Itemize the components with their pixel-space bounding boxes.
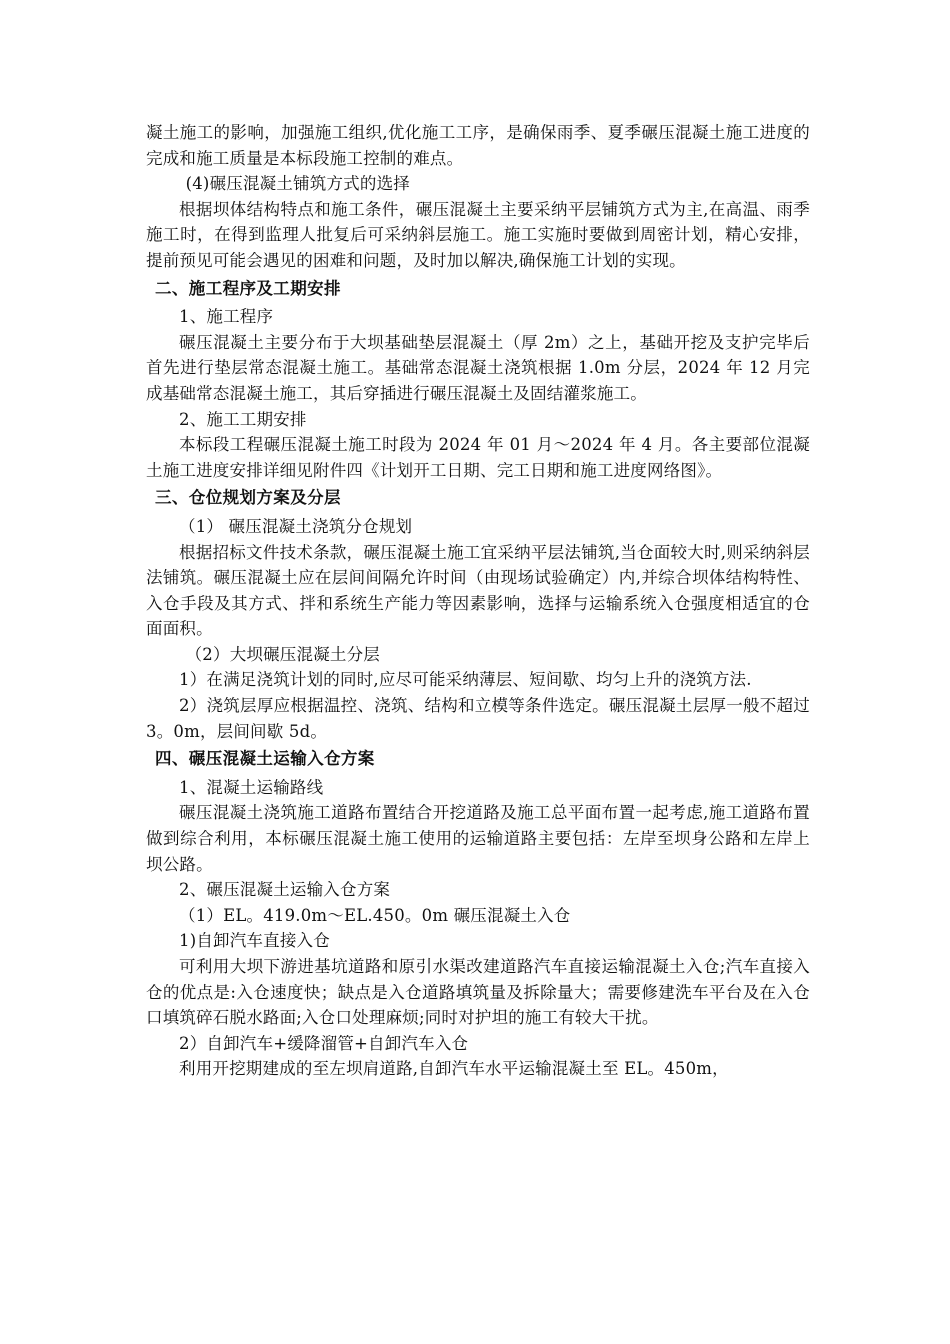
subsection-title: 1、施工程序 — [179, 307, 274, 327]
paragraph: 碾压混凝土主要分布于大坝基础垫层混凝土（厚 2m）之上，基础开挖及支护完毕后首先进行垫层常态混凝土施工。基础常态混凝土浇筑根据 1.0m 分层，2024 年 12 月完成基础常态混凝土施工，其后穿插进行碾压混凝土及固结灌浆施工。 — [146, 332, 810, 403]
section-heading: 二、施工程序及工期安排 — [155, 278, 341, 298]
paragraph: 利用开挖期建成的至左坝肩道路,自卸汽车水平运输混凝土至 EL。450m， — [179, 1059, 729, 1079]
paragraph: 1）在满足浇筑计划的同时,应尽可能采纳薄层、短间歇、均匀上升的浇筑方法. — [179, 670, 752, 690]
paragraph: 根据坝体结构特点和施工条件，碾压混凝土主要采纳平层铺筑方式为主,在高温、雨季施工时，在得到监理人批复后可采纳斜层施工。施工实施时要做到周密计划，精心安排，提前预见可能会遇见的困难和问题，及时加以解决,确保施工计划的实现。 — [146, 199, 810, 270]
section-heading: 三、仓位规划方案及分层 — [155, 488, 341, 508]
document-body — [146, 120, 810, 1082]
subsection-title: （2）大坝碾压混凝土分层 — [185, 644, 380, 664]
paragraph: 碾压混凝土浇筑施工道路布置结合开挖道路及施工总平面布置一起考虑,施工道路布置做到综合利用，本标碾压混凝土施工使用的运输道路主要包括：左岸至坝身公路和左岸上坝公路。 — [146, 803, 810, 874]
subsection-title: 1、混凝土运输路线 — [179, 777, 324, 797]
paragraph: 根据招标文件技术条款，碾压混凝土施工宜采纳平层法铺筑,当仓面较大时,则采纳斜层法铺筑。碾压混凝土应在层间间隔允许时间（由现场试验确定）内,并综合坝体结构特性、入仓手段及其方式、拌和系统生产能力等因素影响，选择与运输系统入仓强度相适宜的仓面面积。 — [146, 542, 810, 639]
subsection-title: 2、施工工期安排 — [179, 409, 307, 429]
paragraph: 本标段工程碾压混凝土施工时段为 2024 年 01 月～2024 年 4 月。各主要部位混凝土施工进度安排详细见附件四《计划开工日期、完工日期和施工进度网络图》。 — [146, 435, 810, 480]
subsection-title: 2）自卸汽车+缓降溜管+自卸汽车入仓 — [179, 1033, 469, 1053]
subsection-title: （1） 碾压混凝土浇筑分仓规划 — [179, 516, 413, 536]
subsection-title: (4)碾压混凝土铺筑方式的选择 — [185, 174, 410, 194]
paragraph: 2）浇筑层厚应根据温控、浇筑、结构和立模等条件选定。碾压混凝土层厚一般不超过 3。0m，层间间歇 5d。 — [146, 696, 810, 741]
paragraph: 可利用大坝下游进基坑道路和原引水渠改建道路汽车直接运输混凝土入仓;汽车直接入仓的优点是:入仓速度快；缺点是入仓道路填筑量及拆除量大；需要修建洗车平台及在入仓口填筑碎石脱水路面;入仓口处理麻烦;同时对护坦的施工有较大干扰。 — [146, 957, 810, 1028]
paragraph: 凝土施工的影响，加强施工组织,优化施工工序，是确保雨季、夏季碾压混凝土施工进度的完成和施工质量是本标段施工控制的难点。 — [146, 123, 810, 168]
subsection-title: 2、碾压混凝土运输入仓方案 — [179, 880, 391, 900]
subsection-title: （1）EL。419.0m～EL.450。0m 碾压混凝土入仓 — [179, 905, 571, 925]
section-heading: 四、碾压混凝土运输入仓方案 — [155, 749, 375, 769]
subsection-title: 1)自卸汽车直接入仓 — [179, 931, 330, 951]
